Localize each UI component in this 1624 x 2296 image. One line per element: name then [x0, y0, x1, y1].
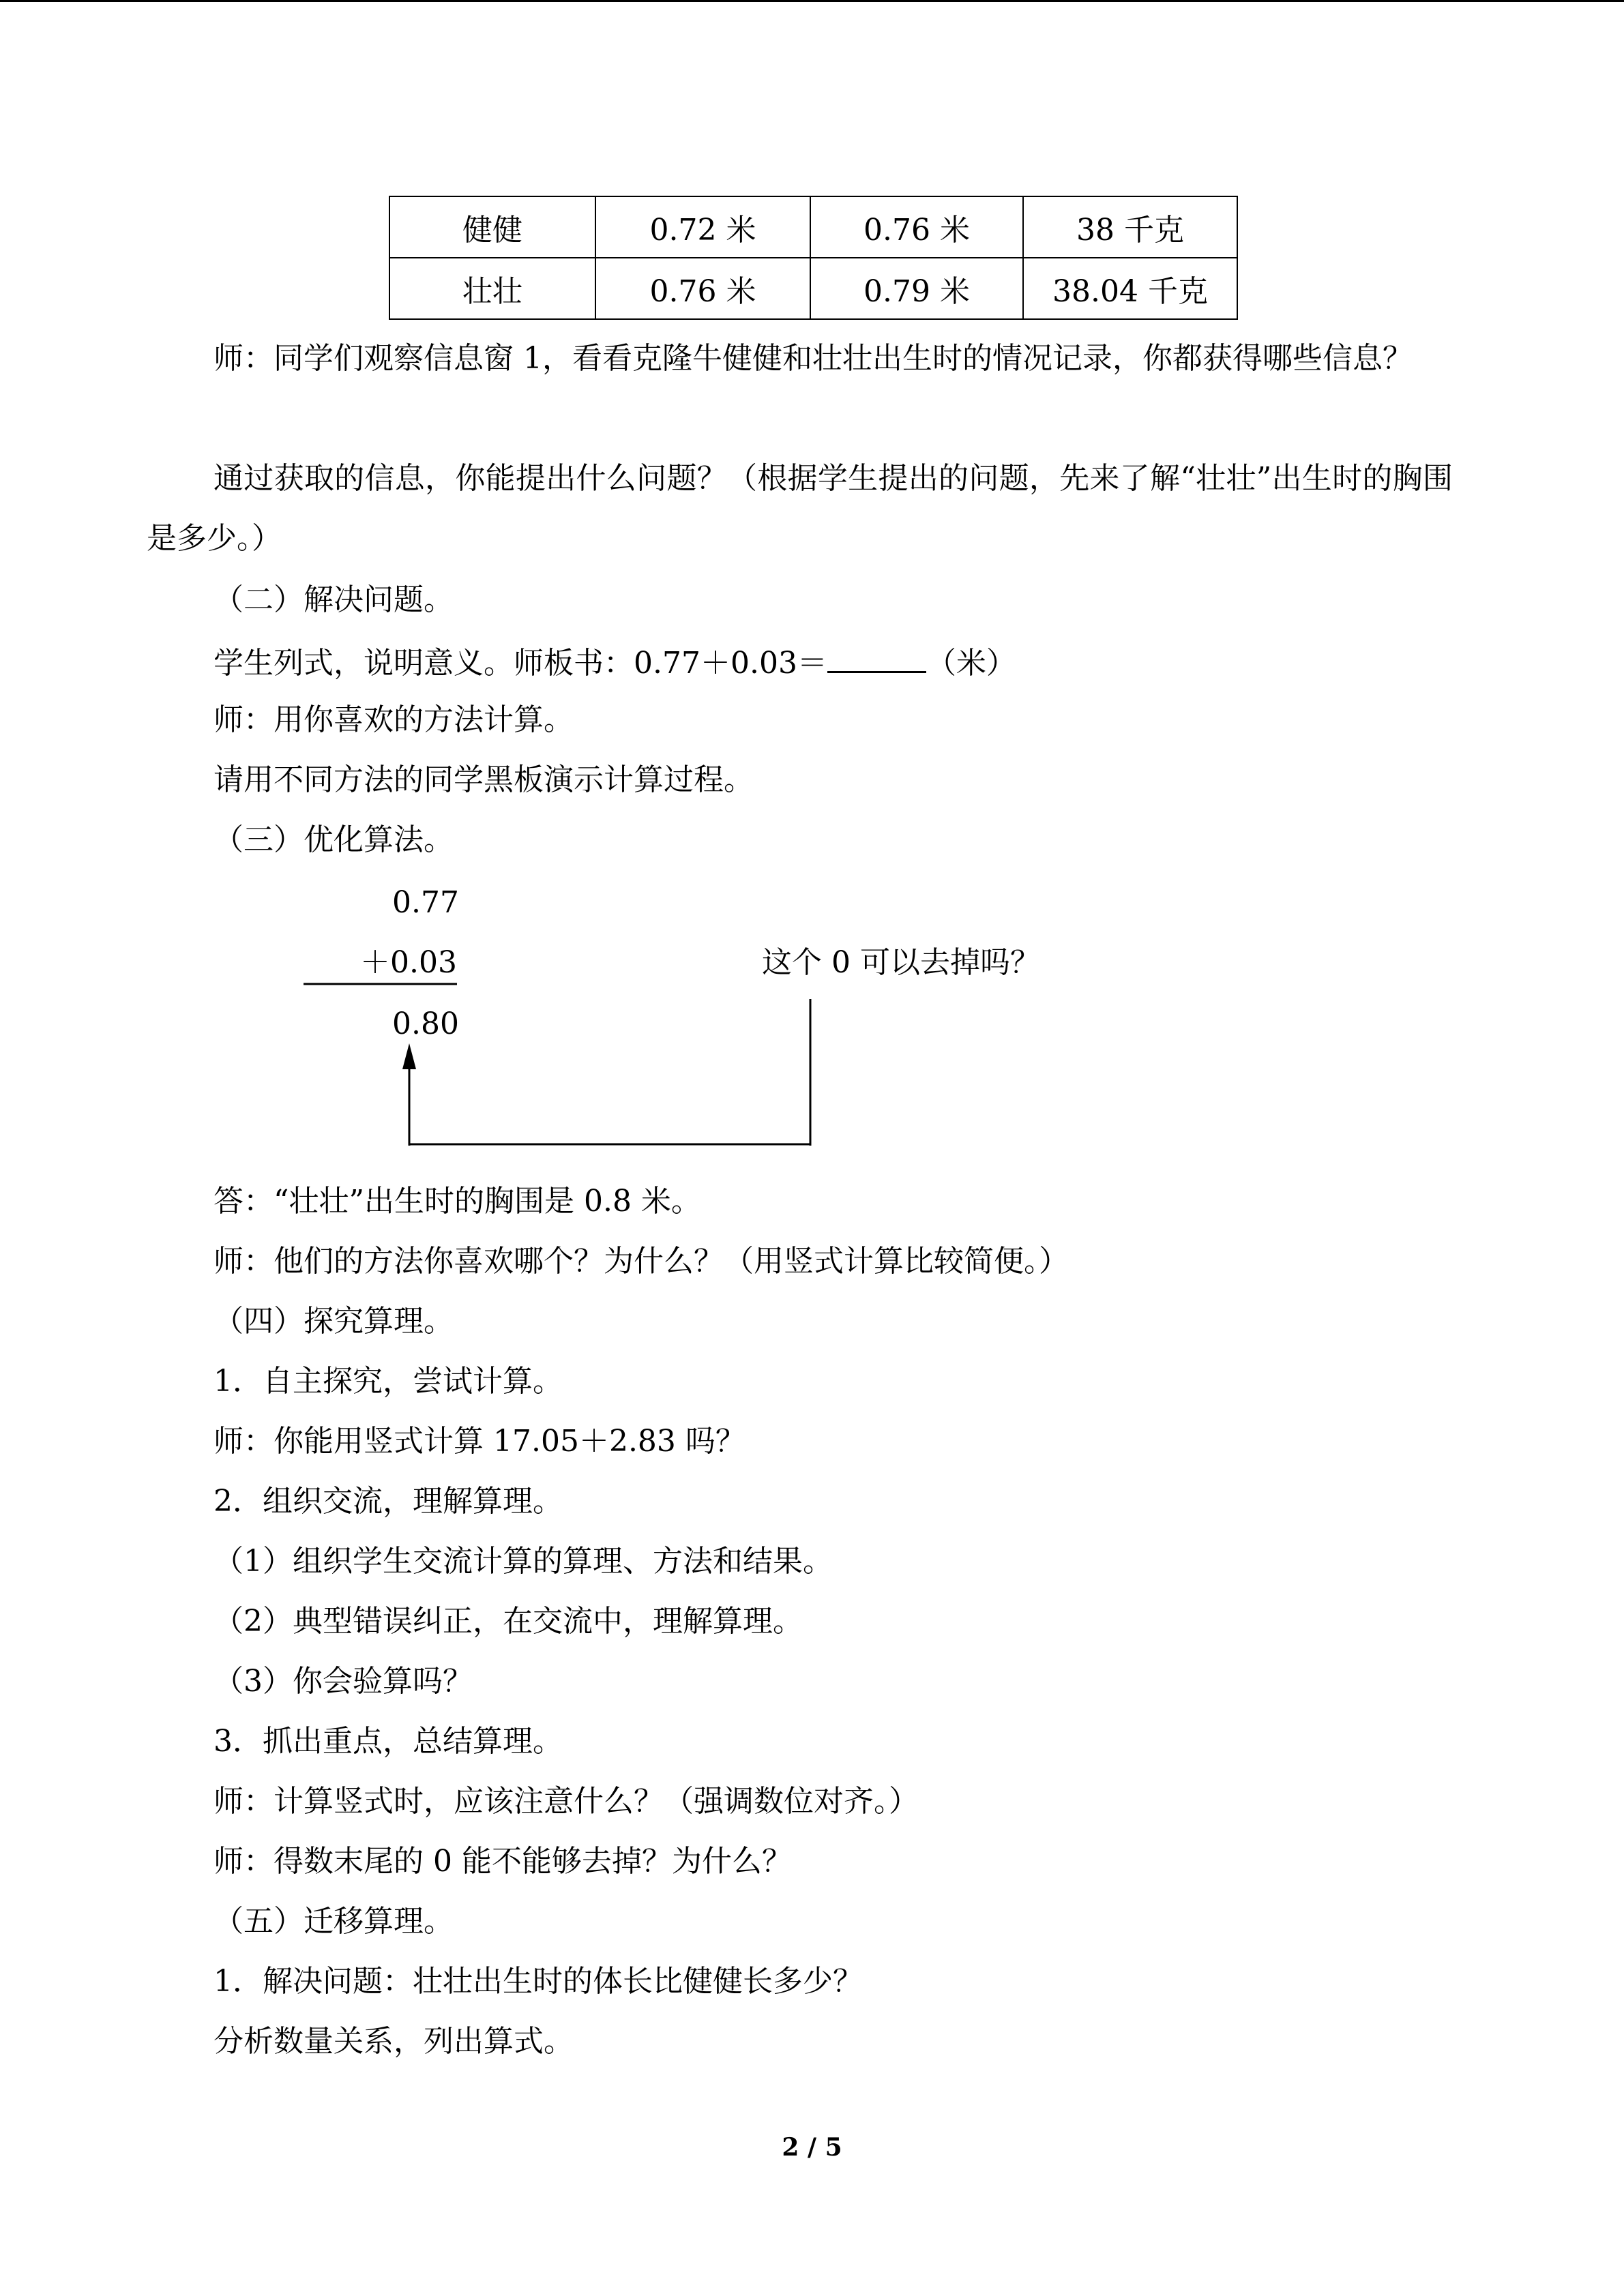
- text-line: （1）组织学生交流计算的算理、方法和结果。: [213, 1544, 833, 1579]
- text-line: 答：“壮壮”出生时的胸围是 0.8 米。: [213, 1184, 701, 1219]
- text-line: 师：用你喜欢的方法计算。: [213, 702, 574, 737]
- paragraph-question: 通过获取的信息，你能提出什么问题？（根据学生提出的问题，先来了解“壮壮”出生时的胸围是多少。）: [147, 461, 1453, 556]
- sum-result: 0.80: [392, 1007, 459, 1041]
- text-line: 师：他们的方法你喜欢哪个？为什么？（用竖式计算比较简便。）: [213, 1244, 1069, 1279]
- section-heading: （四）探究算理。: [213, 1304, 454, 1339]
- equation-text: 学生列式，说明意义。师板书：0.77＋0.03＝: [213, 646, 827, 681]
- addend-2: ＋0.03: [360, 945, 457, 980]
- section-heading: （二）解决问题。: [213, 582, 454, 617]
- text-line: 请用不同方法的同学黑板演示计算过程。: [213, 762, 754, 797]
- table-cell: 0.72 米: [595, 196, 810, 258]
- page-number: 2 / 5: [782, 2133, 842, 2162]
- table-cell: 38.04 千克: [1023, 258, 1237, 319]
- text-line: 1．自主探究，尝试计算。: [213, 1364, 563, 1399]
- calc-question: 这个 0 可以去掉吗？: [762, 945, 1040, 980]
- table-cell: 健健: [389, 196, 595, 258]
- text-line: （3）你会验算吗？: [213, 1664, 473, 1699]
- section-heading: （三）优化算法。: [213, 822, 454, 857]
- text-line: （2）典型错误纠正，在交流中，理解算理。: [213, 1604, 803, 1639]
- text-line: 师：得数末尾的 0 能不能够去掉？为什么？: [213, 1844, 792, 1879]
- arrow-head: [402, 1043, 416, 1069]
- table-cell: 38 千克: [1023, 196, 1237, 258]
- text-line: 1．解决问题：壮壮出生时的体长比健健长多少？: [213, 1964, 863, 1999]
- addend-1: 0.77: [392, 885, 459, 920]
- text-line: 3．抓出重点，总结算理。: [213, 1724, 563, 1759]
- section-heading: （五）迁移算理。: [213, 1904, 454, 1939]
- unit-text: （米）: [926, 646, 1016, 681]
- table-cell: 0.76 米: [810, 196, 1023, 258]
- text-line: 2．组织交流，理解算理。: [213, 1484, 563, 1519]
- table-cell: 0.76 米: [595, 258, 810, 319]
- table-cell: 0.79 米: [810, 258, 1023, 319]
- paragraph-observe: 师：同学们观察信息窗 1，看看克隆牛健健和壮壮出生时的情况记录，你都获得哪些信息？: [213, 341, 1413, 376]
- text-line: 师：你能用竖式计算 17.05＋2.83 吗？: [213, 1424, 745, 1459]
- table-cell: 壮壮: [389, 258, 595, 319]
- text-line: 分析数量关系，列出算式。: [213, 2024, 574, 2059]
- text-line: 师：计算竖式时，应该注意什么？（强调数位对齐。）: [213, 1784, 919, 1819]
